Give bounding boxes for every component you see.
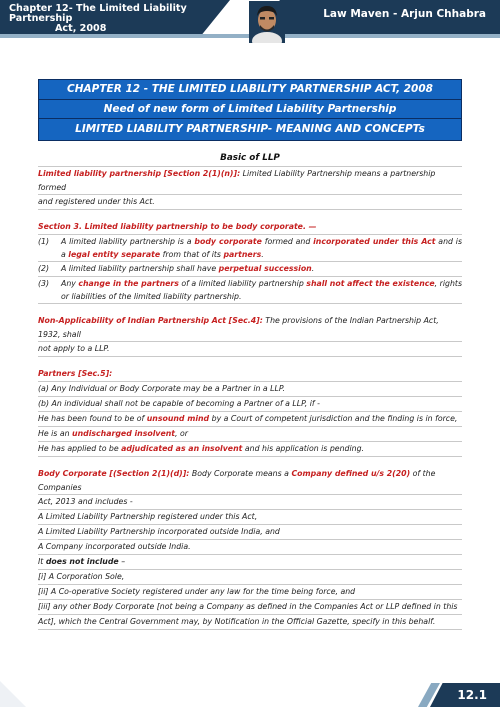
section5-a: (a) Any Individual or Body Corporate may be a Partner in a LLP. — [38, 382, 462, 397]
section3-heading: Section 3. Limited liability partnership to be body corporate. — — [38, 220, 462, 235]
excludes-item-3: [iii] any other Body Corporate [not being a Company as defined in the Companies Act or LLP defined in this — [38, 600, 462, 615]
includes-item-2: A Limited Liability Partnership incorporated outside India, and — [38, 525, 462, 540]
section5-heading: Partners [Sec.5]: — [38, 367, 462, 382]
brand-name: Law Maven - Arjun Chhabra — [323, 8, 486, 20]
chapter-title-line1: Chapter 12- The Limited Liability Partnership — [9, 3, 187, 24]
chapter-banner — [38, 79, 462, 141]
includes-item-3: A Company incorporated outside India. — [38, 540, 462, 555]
chapter-title — [9, 4, 214, 34]
author-avatar-icon — [249, 1, 285, 43]
section5-b1: He has been found to be of unsound mind by a Court of competent jurisdiction and the finding is in force, — [38, 412, 462, 427]
page-number: 12.1 — [457, 688, 487, 702]
banner-row-need: Need of new form of Limited Liability Partnership — [39, 100, 461, 120]
section4-text: Non-Applicability of Indian Partnership Act [Sec.4]: The provisions of the Indian Partnership Act, 1932, shall — [38, 314, 462, 342]
section5-b2: He is an undischarged insolvent, or — [38, 427, 462, 442]
section3-item-1: (1) A limited liability partnership is a body corporate formed and incorporated under this Act and is a legal entity separate from that of its partners. — [38, 235, 462, 262]
section3-item-3: (3) Any change in the partners of a limited liability partnership shall not affect the existence, rights or liabilities of the limited liability partnership. — [38, 277, 462, 304]
banner-row-chapter: CHAPTER 12 - THE LIMITED LIABILITY PARTNERSHIP ACT, 2008 — [39, 80, 461, 100]
chapter-title-line2: Act, 2008 — [55, 23, 107, 34]
section3-item-2: (2) A limited liability partnership shall have perpetual succession. — [38, 262, 462, 277]
banner-row-meaning: LIMITED LIABILITY PARTNERSHIP- MEANING AND CONCEPTs — [75, 122, 425, 135]
includes-item-1: A Limited Liability Partnership registered under this Act, — [38, 510, 462, 525]
section4-text-cont: not apply to a LLP. — [38, 342, 462, 357]
excludes-item-2: [ii] A Co-operative Society registered under any law for the time being force, and — [38, 585, 462, 600]
llp-definition: Limited liability partnership [Section 2(1)(n)]: Limited Liability Partnership means a partnership formed — [38, 167, 462, 195]
document-body — [38, 152, 462, 630]
section5-b3: He has applied to be adjudicated as an insolvent and his application is pending. — [38, 442, 462, 457]
body-corporate-definition-cont: Act, 2013 and includes - — [38, 495, 462, 510]
excludes-item-1: [i] A Corporation Sole, — [38, 570, 462, 585]
excludes-item-3-cont: Act], which the Central Government may, by Notification in the Official Gazette, specify in this behalf. — [38, 615, 462, 630]
footer-corner-decoration — [0, 681, 26, 707]
llp-definition-cont: and registered under this Act. — [38, 195, 462, 210]
section5-b: (b) An individual shall not be capable of becoming a Partner of a LLP, if - — [38, 397, 462, 412]
section-heading-basic: Basic of LLP — [38, 152, 462, 167]
excludes-heading: It does not include – — [38, 555, 462, 570]
body-corporate-definition: Body Corporate [(Section 2(1)(d)]: Body Corporate means a Company defined u/s 2(20) of the Companies — [38, 467, 462, 495]
